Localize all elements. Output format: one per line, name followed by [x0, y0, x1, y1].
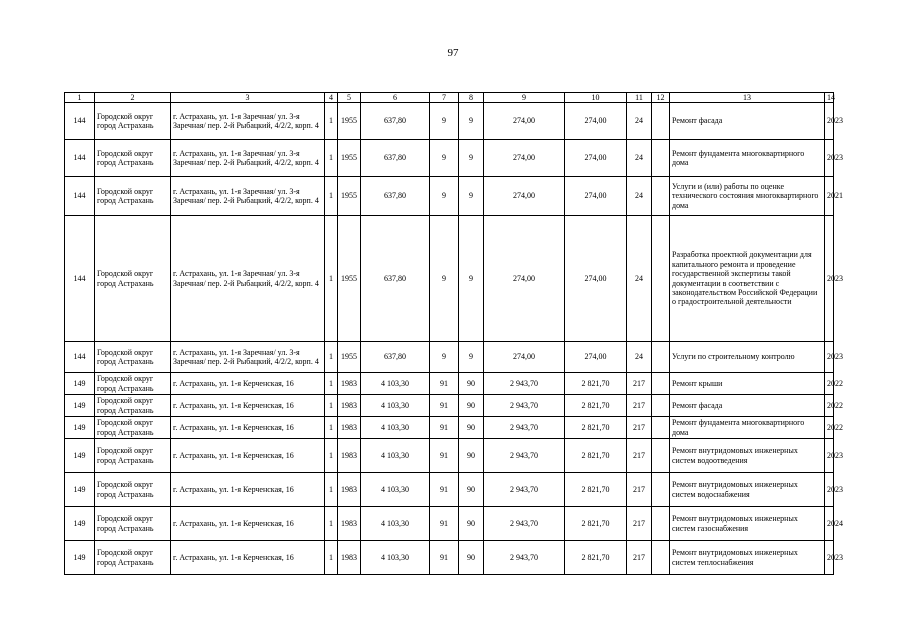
cell-col11: 24: [627, 342, 652, 373]
cell-year-built: 1983: [338, 373, 361, 395]
cell-col9: 274,00: [484, 177, 565, 216]
cell-col10: 2 821,70: [565, 507, 627, 541]
cell-col12: [652, 373, 670, 395]
cell-col10: 274,00: [565, 177, 627, 216]
cell-address: г. Астрахань, ул. 1-я Керченская, 16: [171, 395, 325, 417]
cell-area: 637,80: [361, 103, 430, 140]
cell-area: 4 103,30: [361, 541, 430, 575]
cell-address: г. Астрахань, ул. 1-я Керченская, 16: [171, 507, 325, 541]
cell-col9: 274,00: [484, 140, 565, 177]
cell-year-built: 1983: [338, 507, 361, 541]
page-number: 97: [447, 47, 459, 59]
cell-col11: 24: [627, 140, 652, 177]
cell-col12: [652, 473, 670, 507]
cell-col10: 2 821,70: [565, 439, 627, 473]
table-row: [65, 103, 834, 140]
cell-municipality: Городской округ город Астрахань: [95, 342, 171, 373]
cell-col11: 217: [627, 395, 652, 417]
cell-address: г. Астрахань, ул. 1-я Заречная/ ул. 3-я Заречная/ пер. 2-й Рыбацкий, 4/2/2, корп. 4: [171, 103, 325, 140]
cell-col4: 1: [325, 417, 338, 439]
cell-col8: 9: [459, 103, 484, 140]
table-row: [65, 342, 834, 373]
column-header: 7: [430, 93, 459, 103]
cell-building-id: 144: [65, 342, 95, 373]
cell-address: г. Астрахань, ул. 1-я Керченская, 16: [171, 439, 325, 473]
cell-municipality: Городской округ город Астрахань: [95, 103, 171, 140]
cell-col4: 1: [325, 103, 338, 140]
cell-col9: 274,00: [484, 342, 565, 373]
cell-area: 4 103,30: [361, 395, 430, 417]
cell-building-id: 144: [65, 177, 95, 216]
cell-municipality: Городской округ город Астрахань: [95, 140, 171, 177]
capital-repair-table: [64, 92, 843, 575]
column-header: 2: [95, 93, 171, 103]
cell-planned-year: 2023: [825, 473, 834, 507]
column-header: 11: [627, 93, 652, 103]
cell-year-built: 1955: [338, 216, 361, 342]
cell-col12: [652, 395, 670, 417]
column-header: 5: [338, 93, 361, 103]
cell-col10: 274,00: [565, 103, 627, 140]
cell-col9: 2 943,70: [484, 395, 565, 417]
cell-building-id: 149: [65, 373, 95, 395]
cell-col8: 90: [459, 473, 484, 507]
cell-area: 4 103,30: [361, 417, 430, 439]
cell-col12: [652, 140, 670, 177]
cell-work-type: Ремонт внутридомовых инженерных систем газоснабжения: [670, 507, 825, 541]
cell-col4: 1: [325, 541, 338, 575]
cell-col4: 1: [325, 140, 338, 177]
cell-col7: 91: [430, 395, 459, 417]
cell-planned-year: 2022: [825, 417, 834, 439]
cell-col10: 274,00: [565, 140, 627, 177]
cell-work-type: Ремонт фундамента многоквартирного дома: [670, 417, 825, 439]
cell-col12: [652, 103, 670, 140]
cell-work-type: Ремонт внутридомовых инженерных систем водоотведения: [670, 439, 825, 473]
cell-col11: 217: [627, 373, 652, 395]
cell-address: г. Астрахань, ул. 1-я Керченская, 16: [171, 473, 325, 507]
cell-building-id: 144: [65, 103, 95, 140]
table-row: [65, 417, 834, 439]
cell-col9: 274,00: [484, 216, 565, 342]
table-row: [65, 439, 834, 473]
cell-building-id: 149: [65, 541, 95, 575]
cell-work-type: Услуги по строительному контролю: [670, 342, 825, 373]
cell-address: г. Астрахань, ул. 1-я Заречная/ ул. 3-я Заречная/ пер. 2-й Рыбацкий, 4/2/2, корп. 4: [171, 140, 325, 177]
cell-col4: 1: [325, 342, 338, 373]
cell-col4: 1: [325, 507, 338, 541]
cell-work-type: Ремонт внутридомовых инженерных систем водоснабжения: [670, 473, 825, 507]
cell-col11: 217: [627, 541, 652, 575]
cell-col9: 2 943,70: [484, 507, 565, 541]
cell-planned-year: 2023: [825, 439, 834, 473]
cell-area: 4 103,30: [361, 373, 430, 395]
cell-planned-year: 2024: [825, 507, 834, 541]
column-header: 6: [361, 93, 430, 103]
cell-municipality: Городской округ город Астрахань: [95, 373, 171, 395]
column-header: 1: [65, 93, 95, 103]
cell-work-type: Ремонт фасада: [670, 395, 825, 417]
cell-address: г. Астрахань, ул. 1-я Заречная/ ул. 3-я Заречная/ пер. 2-й Рыбацкий, 4/2/2, корп. 4: [171, 177, 325, 216]
cell-year-built: 1983: [338, 395, 361, 417]
cell-col11: 24: [627, 177, 652, 216]
cell-work-type: Ремонт фасада: [670, 103, 825, 140]
cell-col4: 1: [325, 216, 338, 342]
cell-area: 637,80: [361, 216, 430, 342]
cell-col11: 24: [627, 103, 652, 140]
cell-col11: 217: [627, 439, 652, 473]
table-row: [65, 140, 834, 177]
cell-planned-year: 2023: [825, 342, 834, 373]
cell-building-id: 149: [65, 473, 95, 507]
cell-col8: 90: [459, 373, 484, 395]
cell-col12: [652, 417, 670, 439]
cell-work-type: Ремонт крыши: [670, 373, 825, 395]
cell-municipality: Городской округ город Астрахань: [95, 395, 171, 417]
cell-year-built: 1955: [338, 103, 361, 140]
cell-col11: 217: [627, 417, 652, 439]
cell-work-type: Ремонт внутридомовых инженерных систем теплоснабжения: [670, 541, 825, 575]
cell-col12: [652, 342, 670, 373]
column-header: 4: [325, 93, 338, 103]
cell-col4: 1: [325, 177, 338, 216]
cell-municipality: Городской округ город Астрахань: [95, 473, 171, 507]
cell-col9: 2 943,70: [484, 373, 565, 395]
cell-col12: [652, 216, 670, 342]
cell-col12: [652, 507, 670, 541]
cell-col7: 9: [430, 216, 459, 342]
table-body: [65, 103, 843, 575]
cell-col8: 90: [459, 541, 484, 575]
cell-planned-year: 2023: [825, 140, 834, 177]
cell-municipality: Городской округ город Астрахань: [95, 417, 171, 439]
cell-col7: 91: [430, 439, 459, 473]
column-header: 9: [484, 93, 565, 103]
cell-planned-year: 2022: [825, 373, 834, 395]
cell-col12: [652, 177, 670, 216]
cell-col10: 2 821,70: [565, 395, 627, 417]
cell-work-type: Ремонт фундамента многоквартирного дома: [670, 140, 825, 177]
cell-col10: 2 821,70: [565, 373, 627, 395]
cell-year-built: 1955: [338, 140, 361, 177]
cell-col7: 9: [430, 103, 459, 140]
cell-col9: 2 943,70: [484, 417, 565, 439]
cell-work-type: Услуги и (или) работы по оценке технического состояния многоквартирного дома: [670, 177, 825, 216]
cell-col8: 9: [459, 342, 484, 373]
table-row: [65, 395, 834, 417]
cell-col8: 90: [459, 395, 484, 417]
cell-col10: 2 821,70: [565, 473, 627, 507]
cell-area: 4 103,30: [361, 473, 430, 507]
cell-col7: 9: [430, 177, 459, 216]
cell-address: г. Астрахань, ул. 1-я Керченская, 16: [171, 417, 325, 439]
cell-col8: 9: [459, 140, 484, 177]
cell-col7: 91: [430, 417, 459, 439]
cell-area: 637,80: [361, 342, 430, 373]
column-header: 12: [652, 93, 670, 103]
cell-col8: 9: [459, 216, 484, 342]
column-header: 13: [670, 93, 825, 103]
cell-col9: 274,00: [484, 103, 565, 140]
cell-area: 4 103,30: [361, 507, 430, 541]
cell-col11: 217: [627, 507, 652, 541]
cell-col4: 1: [325, 439, 338, 473]
cell-col8: 90: [459, 417, 484, 439]
cell-building-id: 149: [65, 395, 95, 417]
cell-col4: 1: [325, 395, 338, 417]
cell-col9: 2 943,70: [484, 439, 565, 473]
table-row: [65, 541, 834, 575]
table-row: [65, 216, 834, 342]
cell-address: г. Астрахань, ул. 1-я Керченская, 16: [171, 541, 325, 575]
cell-col11: 217: [627, 473, 652, 507]
cell-municipality: Городской округ город Астрахань: [95, 541, 171, 575]
cell-col11: 24: [627, 216, 652, 342]
cell-municipality: Городской округ город Астрахань: [95, 439, 171, 473]
cell-address: г. Астрахань, ул. 1-я Заречная/ ул. 3-я Заречная/ пер. 2-й Рыбацкий, 4/2/2, корп. 4: [171, 216, 325, 342]
cell-col7: 91: [430, 373, 459, 395]
column-header: 8: [459, 93, 484, 103]
cell-col7: 91: [430, 541, 459, 575]
column-header: 14: [825, 93, 834, 103]
cell-planned-year: 2022: [825, 395, 834, 417]
cell-area: 637,80: [361, 140, 430, 177]
table-row: [65, 473, 834, 507]
table-row: [65, 507, 834, 541]
cell-col10: 2 821,70: [565, 541, 627, 575]
cell-area: 637,80: [361, 177, 430, 216]
cell-col7: 91: [430, 473, 459, 507]
cell-year-built: 1955: [338, 342, 361, 373]
cell-planned-year: 2023: [825, 541, 834, 575]
cell-work-type: Разработка проектной документации для капитального ремонта и проведение государственной экспертизы такой документации в соответствии с законодательством Российской Федерации о градостроительной деятельности: [670, 216, 825, 342]
cell-col9: 2 943,70: [484, 541, 565, 575]
cell-building-id: 144: [65, 140, 95, 177]
cell-col8: 90: [459, 507, 484, 541]
cell-col12: [652, 439, 670, 473]
table-row: [65, 373, 834, 395]
cell-year-built: 1983: [338, 473, 361, 507]
cell-planned-year: 2021: [825, 177, 834, 216]
cell-year-built: 1983: [338, 541, 361, 575]
cell-year-built: 1983: [338, 417, 361, 439]
cell-building-id: 149: [65, 507, 95, 541]
cell-col4: 1: [325, 473, 338, 507]
cell-col10: 274,00: [565, 216, 627, 342]
cell-col8: 9: [459, 177, 484, 216]
cell-col7: 9: [430, 342, 459, 373]
cell-planned-year: 2023: [825, 103, 834, 140]
cell-col10: 274,00: [565, 342, 627, 373]
cell-col12: [652, 541, 670, 575]
cell-municipality: Городской округ город Астрахань: [95, 216, 171, 342]
cell-area: 4 103,30: [361, 439, 430, 473]
column-header: 3: [171, 93, 325, 103]
cell-year-built: 1955: [338, 177, 361, 216]
cell-building-id: 144: [65, 216, 95, 342]
column-header: 10: [565, 93, 627, 103]
cell-address: г. Астрахань, ул. 1-я Керченская, 16: [171, 373, 325, 395]
cell-address: г. Астрахань, ул. 1-я Заречная/ ул. 3-я Заречная/ пер. 2-й Рыбацкий, 4/2/2, корп. 4: [171, 342, 325, 373]
cell-col7: 91: [430, 507, 459, 541]
cell-municipality: Городской округ город Астрахань: [95, 507, 171, 541]
cell-year-built: 1983: [338, 439, 361, 473]
cell-col9: 2 943,70: [484, 473, 565, 507]
cell-col7: 9: [430, 140, 459, 177]
cell-building-id: 149: [65, 439, 95, 473]
cell-municipality: Городской округ город Астрахань: [95, 177, 171, 216]
table-row: [65, 177, 834, 216]
table-header-row: [65, 93, 834, 103]
cell-col4: 1: [325, 373, 338, 395]
cell-building-id: 149: [65, 417, 95, 439]
cell-col10: 2 821,70: [565, 417, 627, 439]
cell-planned-year: 2023: [825, 216, 834, 342]
cell-col8: 90: [459, 439, 484, 473]
